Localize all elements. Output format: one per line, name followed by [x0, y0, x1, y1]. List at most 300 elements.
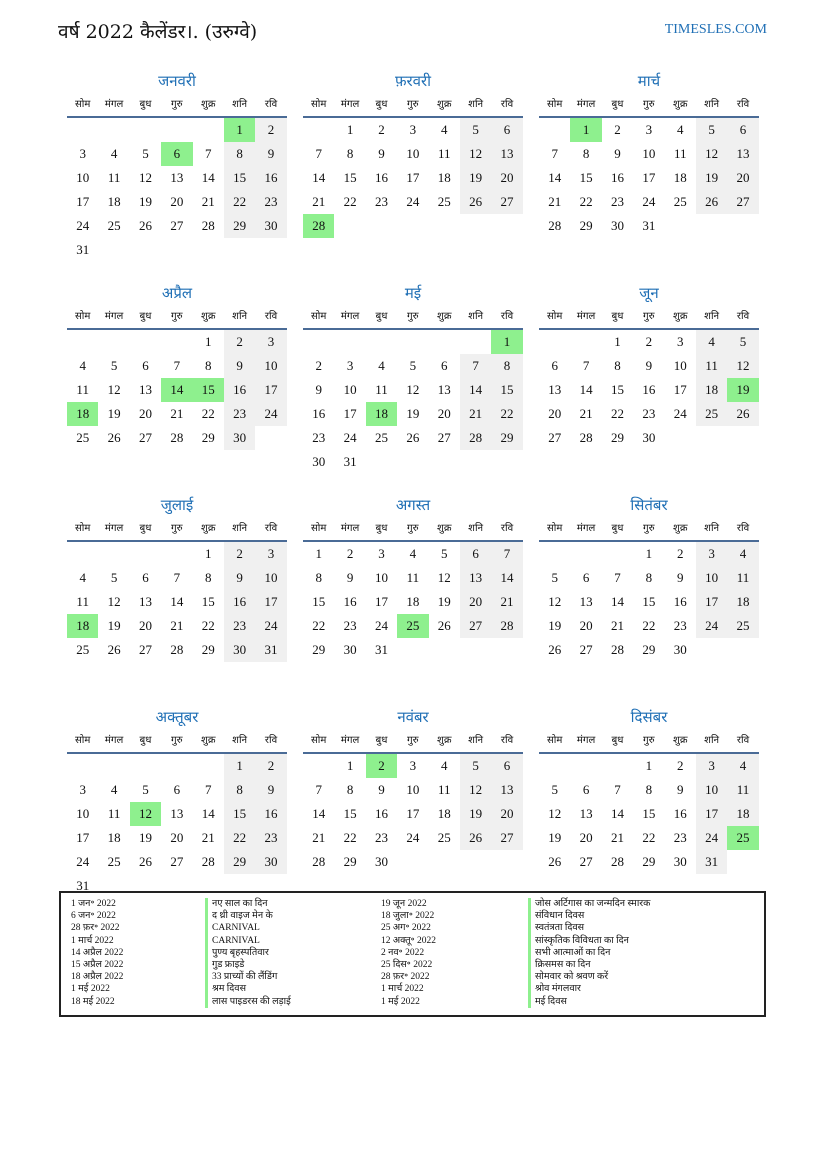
day-cell[interactable]: 23: [374, 194, 388, 209]
day-cell[interactable]: 5: [460, 118, 491, 142]
day-cell[interactable]: 20: [579, 830, 593, 845]
day-cell[interactable]: 16: [312, 406, 326, 421]
day-cell[interactable]: 3: [677, 334, 684, 349]
day-cell[interactable]: 30: [224, 638, 255, 662]
day-cell[interactable]: 27: [170, 218, 184, 233]
day-cell[interactable]: 8: [315, 570, 322, 585]
day-cell[interactable]: 4: [727, 542, 758, 566]
day-cell[interactable]: 11: [107, 170, 121, 185]
day-cell[interactable]: 7: [551, 146, 558, 161]
day-cell[interactable]: 21: [170, 406, 184, 421]
day-cell[interactable]: 11: [696, 354, 727, 378]
day-cell[interactable]: 15: [343, 806, 357, 821]
day-cell[interactable]: 12: [107, 382, 121, 397]
day-cell[interactable]: 2: [677, 546, 684, 561]
day-cell[interactable]: 10: [374, 570, 388, 585]
day-cell[interactable]: 26: [548, 642, 562, 657]
day-cell[interactable]: 29: [224, 214, 255, 238]
day-cell[interactable]: 14: [491, 566, 522, 590]
day-cell[interactable]: 12: [437, 570, 451, 585]
day-cell[interactable]: 16: [255, 802, 286, 826]
day-cell[interactable]: 23: [610, 194, 624, 209]
day-cell[interactable]: 6: [582, 782, 590, 797]
day-cell[interactable]: 30: [610, 218, 624, 233]
day-cell[interactable]: 27: [491, 190, 522, 214]
day-cell[interactable]: 12: [406, 382, 420, 397]
day-cell[interactable]: 29: [201, 642, 215, 657]
day-cell[interactable]: 23: [312, 430, 326, 445]
day-cell[interactable]: 13: [548, 382, 562, 397]
day-cell[interactable]: 2: [224, 330, 255, 354]
day-cell[interactable]: 17: [696, 802, 727, 826]
day-cell[interactable]: 25: [76, 642, 90, 657]
day-cell[interactable]: 24: [255, 614, 286, 638]
day-cell[interactable]: 27: [437, 430, 451, 445]
day-cell[interactable]: 22: [579, 194, 593, 209]
day-cell[interactable]: 25: [374, 430, 388, 445]
day-cell[interactable]: 16: [224, 378, 255, 402]
day-cell[interactable]: 14: [610, 806, 624, 821]
day-cell[interactable]: 29: [642, 642, 656, 657]
day-cell[interactable]: 16: [673, 806, 687, 821]
day-cell[interactable]: 8: [224, 778, 255, 802]
day-cell[interactable]: 26: [138, 218, 152, 233]
day-cell[interactable]: 4: [79, 570, 86, 585]
day-cell[interactable]: 8: [346, 146, 354, 161]
day-cell[interactable]: 27: [491, 826, 522, 850]
day-cell[interactable]: 9: [255, 778, 286, 802]
day-cell[interactable]: 29: [610, 430, 624, 445]
day-cell[interactable]: 29: [312, 642, 326, 657]
day-cell[interactable]: 19: [138, 830, 152, 845]
day-cell[interactable]: 7: [315, 782, 322, 797]
day-cell[interactable]: 8: [582, 146, 590, 161]
day-cell[interactable]: 31: [343, 454, 357, 469]
day-cell[interactable]: 15: [491, 378, 522, 402]
holiday-day-cell[interactable]: 1: [224, 118, 255, 142]
day-cell[interactable]: 4: [696, 330, 727, 354]
day-cell[interactable]: 28: [579, 430, 593, 445]
day-cell[interactable]: 20: [460, 590, 491, 614]
day-cell[interactable]: 7: [205, 782, 212, 797]
day-cell[interactable]: 7: [491, 542, 522, 566]
day-cell[interactable]: 16: [642, 382, 656, 397]
day-cell[interactable]: 13: [491, 142, 522, 166]
day-cell[interactable]: 25: [437, 194, 451, 209]
day-cell[interactable]: 31: [696, 850, 727, 874]
day-cell[interactable]: 26: [548, 854, 562, 869]
day-cell[interactable]: 28: [610, 642, 624, 657]
day-cell[interactable]: 28: [312, 854, 326, 869]
day-cell[interactable]: 18: [437, 170, 451, 185]
day-cell[interactable]: 13: [170, 806, 184, 821]
day-cell[interactable]: 21: [460, 402, 491, 426]
day-cell[interactable]: 3: [696, 754, 727, 778]
day-cell[interactable]: 1: [645, 546, 653, 561]
day-cell[interactable]: 13: [491, 778, 522, 802]
day-cell[interactable]: 30: [224, 426, 255, 450]
day-cell[interactable]: 21: [201, 830, 215, 845]
day-cell[interactable]: 29: [224, 850, 255, 874]
day-cell[interactable]: 25: [107, 854, 121, 869]
day-cell[interactable]: 17: [255, 590, 286, 614]
day-cell[interactable]: 22: [224, 826, 255, 850]
day-cell[interactable]: 17: [76, 194, 90, 209]
day-cell[interactable]: 3: [645, 122, 653, 137]
day-cell[interactable]: 20: [491, 802, 522, 826]
day-cell[interactable]: 10: [406, 146, 420, 161]
day-cell[interactable]: 14: [201, 170, 215, 185]
day-cell[interactable]: 2: [378, 122, 385, 137]
day-cell[interactable]: 24: [696, 826, 727, 850]
day-cell[interactable]: 3: [409, 758, 417, 773]
day-cell[interactable]: 14: [312, 806, 326, 821]
day-cell[interactable]: 21: [312, 830, 326, 845]
day-cell[interactable]: 20: [579, 618, 593, 633]
day-cell[interactable]: 26: [107, 430, 121, 445]
day-cell[interactable]: 20: [491, 166, 522, 190]
day-cell[interactable]: 8: [645, 782, 653, 797]
day-cell[interactable]: 23: [673, 618, 687, 633]
day-cell[interactable]: 19: [460, 802, 491, 826]
day-cell[interactable]: 19: [548, 830, 562, 845]
day-cell[interactable]: 14: [460, 378, 491, 402]
day-cell[interactable]: 8: [645, 570, 653, 585]
day-cell[interactable]: 18: [727, 590, 758, 614]
day-cell[interactable]: 10: [343, 382, 357, 397]
day-cell[interactable]: 28: [610, 854, 624, 869]
day-cell[interactable]: 17: [76, 830, 90, 845]
day-cell[interactable]: 10: [255, 354, 286, 378]
day-cell[interactable]: 12: [548, 806, 562, 821]
day-cell[interactable]: 9: [255, 142, 286, 166]
holiday-day-cell[interactable]: 18: [366, 402, 397, 426]
day-cell[interactable]: 1: [224, 754, 255, 778]
day-cell[interactable]: 2: [645, 334, 653, 349]
day-cell[interactable]: 25: [696, 402, 727, 426]
day-cell[interactable]: 30: [312, 454, 326, 469]
day-cell[interactable]: 26: [138, 854, 152, 869]
day-cell[interactable]: 25: [673, 194, 687, 209]
day-cell[interactable]: 24: [696, 614, 727, 638]
day-cell[interactable]: 29: [491, 426, 522, 450]
day-cell[interactable]: 18: [437, 806, 451, 821]
day-cell[interactable]: 12: [696, 142, 727, 166]
day-cell[interactable]: 1: [346, 758, 354, 773]
day-cell[interactable]: 4: [110, 782, 118, 797]
day-cell[interactable]: 8: [614, 358, 621, 373]
day-cell[interactable]: 4: [378, 358, 385, 373]
day-cell[interactable]: 3: [378, 546, 385, 561]
day-cell[interactable]: 19: [696, 166, 727, 190]
day-cell[interactable]: 17: [374, 594, 388, 609]
day-cell[interactable]: 6: [551, 358, 558, 373]
day-cell[interactable]: 30: [255, 850, 286, 874]
day-cell[interactable]: 10: [673, 358, 687, 373]
day-cell[interactable]: 17: [673, 382, 687, 397]
day-cell[interactable]: 5: [441, 546, 448, 561]
day-cell[interactable]: 9: [315, 382, 322, 397]
day-cell[interactable]: 17: [406, 806, 420, 821]
day-cell[interactable]: 7: [582, 358, 590, 373]
day-cell[interactable]: 8: [205, 570, 212, 585]
day-cell[interactable]: 3: [409, 122, 417, 137]
day-cell[interactable]: 10: [642, 146, 656, 161]
day-cell[interactable]: 30: [343, 642, 357, 657]
day-cell[interactable]: 6: [582, 570, 590, 585]
day-cell[interactable]: 9: [378, 146, 385, 161]
day-cell[interactable]: 21: [201, 194, 215, 209]
day-cell[interactable]: 10: [406, 782, 420, 797]
day-cell[interactable]: 31: [642, 218, 656, 233]
holiday-day-cell[interactable]: 12: [130, 802, 161, 826]
day-cell[interactable]: 21: [579, 406, 593, 421]
day-cell[interactable]: 26: [406, 430, 420, 445]
day-cell[interactable]: 15: [224, 166, 255, 190]
day-cell[interactable]: 11: [375, 382, 388, 397]
day-cell[interactable]: 14: [312, 170, 326, 185]
day-cell[interactable]: 20: [170, 830, 184, 845]
day-cell[interactable]: 8: [205, 358, 212, 373]
day-cell[interactable]: 22: [224, 190, 255, 214]
day-cell[interactable]: 4: [110, 146, 118, 161]
day-cell[interactable]: 5: [110, 358, 118, 373]
day-cell[interactable]: 5: [142, 782, 149, 797]
day-cell[interactable]: 15: [224, 802, 255, 826]
day-cell[interactable]: 12: [460, 142, 491, 166]
day-cell[interactable]: 4: [727, 754, 758, 778]
day-cell[interactable]: 19: [548, 618, 562, 633]
day-cell[interactable]: 24: [76, 854, 90, 869]
holiday-day-cell[interactable]: 2: [366, 754, 397, 778]
day-cell[interactable]: 13: [727, 142, 758, 166]
day-cell[interactable]: 16: [374, 170, 388, 185]
day-cell[interactable]: 18: [696, 378, 727, 402]
day-cell[interactable]: 22: [312, 618, 326, 633]
day-cell[interactable]: 9: [224, 354, 255, 378]
day-cell[interactable]: 5: [142, 146, 149, 161]
day-cell[interactable]: 20: [548, 406, 562, 421]
holiday-day-cell[interactable]: 25: [397, 614, 428, 638]
day-cell[interactable]: 11: [437, 782, 451, 797]
day-cell[interactable]: 27: [170, 854, 184, 869]
day-cell[interactable]: 27: [460, 614, 491, 638]
day-cell[interactable]: 6: [441, 358, 448, 373]
day-cell[interactable]: 15: [642, 594, 656, 609]
day-cell[interactable]: 13: [138, 382, 152, 397]
day-cell[interactable]: 2: [614, 122, 621, 137]
day-cell[interactable]: 11: [76, 594, 89, 609]
day-cell[interactable]: 8: [224, 142, 255, 166]
day-cell[interactable]: 3: [255, 542, 286, 566]
day-cell[interactable]: 25: [727, 614, 758, 638]
day-cell[interactable]: 17: [343, 406, 357, 421]
day-cell[interactable]: 16: [610, 170, 624, 185]
day-cell[interactable]: 27: [548, 430, 562, 445]
day-cell[interactable]: 19: [107, 618, 121, 633]
day-cell[interactable]: 29: [343, 854, 357, 869]
day-cell[interactable]: 19: [406, 406, 420, 421]
day-cell[interactable]: 31: [76, 242, 90, 257]
day-cell[interactable]: 7: [173, 358, 181, 373]
day-cell[interactable]: 5: [696, 118, 727, 142]
day-cell[interactable]: 14: [201, 806, 215, 821]
day-cell[interactable]: 31: [76, 878, 90, 893]
day-cell[interactable]: 23: [255, 826, 286, 850]
day-cell[interactable]: 27: [138, 430, 152, 445]
day-cell[interactable]: 11: [727, 778, 758, 802]
day-cell[interactable]: 22: [642, 830, 656, 845]
day-cell[interactable]: 21: [312, 194, 326, 209]
day-cell[interactable]: 13: [579, 806, 593, 821]
day-cell[interactable]: 23: [673, 830, 687, 845]
day-cell[interactable]: 16: [673, 594, 687, 609]
day-cell[interactable]: 23: [374, 830, 388, 845]
day-cell[interactable]: 28: [491, 614, 522, 638]
day-cell[interactable]: 19: [437, 594, 451, 609]
day-cell[interactable]: 19: [460, 166, 491, 190]
day-cell[interactable]: 14: [548, 170, 562, 185]
day-cell[interactable]: 28: [548, 218, 562, 233]
site-brand-link[interactable]: TIMESLES.COM: [664, 22, 767, 37]
day-cell[interactable]: 15: [343, 170, 357, 185]
holiday-day-cell[interactable]: 15: [193, 378, 224, 402]
day-cell[interactable]: 10: [255, 566, 286, 590]
day-cell[interactable]: 15: [579, 170, 593, 185]
day-cell[interactable]: 3: [346, 358, 354, 373]
day-cell[interactable]: 1: [614, 334, 621, 349]
day-cell[interactable]: 13: [170, 170, 184, 185]
day-cell[interactable]: 1: [205, 334, 212, 349]
day-cell[interactable]: 31: [374, 642, 388, 657]
holiday-day-cell[interactable]: 14: [161, 378, 192, 402]
day-cell[interactable]: 22: [201, 406, 215, 421]
day-cell[interactable]: 29: [642, 854, 656, 869]
day-cell[interactable]: 5: [727, 330, 758, 354]
day-cell[interactable]: 3: [696, 542, 727, 566]
day-cell[interactable]: 3: [79, 146, 86, 161]
day-cell[interactable]: 30: [673, 642, 687, 657]
day-cell[interactable]: 20: [170, 194, 184, 209]
day-cell[interactable]: 11: [673, 146, 687, 161]
day-cell[interactable]: 16: [343, 594, 357, 609]
holiday-day-cell[interactable]: 18: [67, 614, 98, 638]
day-cell[interactable]: 4: [79, 358, 86, 373]
day-cell[interactable]: 29: [201, 430, 215, 445]
day-cell[interactable]: 20: [727, 166, 758, 190]
day-cell[interactable]: 19: [107, 406, 121, 421]
day-cell[interactable]: 12: [107, 594, 121, 609]
day-cell[interactable]: 8: [346, 782, 354, 797]
day-cell[interactable]: 22: [201, 618, 215, 633]
day-cell[interactable]: 2: [255, 118, 286, 142]
day-cell[interactable]: 15: [201, 594, 215, 609]
day-cell[interactable]: 7: [614, 782, 621, 797]
holiday-day-cell[interactable]: 1: [570, 118, 601, 142]
day-cell[interactable]: 11: [76, 382, 89, 397]
day-cell[interactable]: 1: [205, 546, 212, 561]
day-cell[interactable]: 18: [727, 802, 758, 826]
day-cell[interactable]: 21: [170, 618, 184, 633]
day-cell[interactable]: 22: [610, 406, 624, 421]
day-cell[interactable]: 11: [406, 570, 420, 585]
day-cell[interactable]: 23: [255, 190, 286, 214]
day-cell[interactable]: 20: [138, 618, 152, 633]
day-cell[interactable]: 24: [673, 406, 687, 421]
day-cell[interactable]: 31: [255, 638, 286, 662]
day-cell[interactable]: 9: [677, 570, 684, 585]
day-cell[interactable]: 30: [374, 854, 388, 869]
day-cell[interactable]: 9: [645, 358, 653, 373]
day-cell[interactable]: 21: [610, 830, 624, 845]
day-cell[interactable]: 7: [614, 570, 621, 585]
day-cell[interactable]: 9: [677, 782, 684, 797]
day-cell[interactable]: 2: [224, 542, 255, 566]
holiday-day-cell[interactable]: 6: [161, 142, 192, 166]
day-cell[interactable]: 2: [677, 758, 684, 773]
day-cell[interactable]: 21: [548, 194, 562, 209]
day-cell[interactable]: 21: [610, 618, 624, 633]
day-cell[interactable]: 9: [614, 146, 621, 161]
day-cell[interactable]: 26: [107, 642, 121, 657]
day-cell[interactable]: 22: [343, 194, 357, 209]
day-cell[interactable]: 12: [548, 594, 562, 609]
day-cell[interactable]: 27: [727, 190, 758, 214]
day-cell[interactable]: 27: [579, 642, 593, 657]
day-cell[interactable]: 26: [696, 190, 727, 214]
day-cell[interactable]: 6: [491, 118, 522, 142]
day-cell[interactable]: 15: [610, 382, 624, 397]
holiday-day-cell[interactable]: 28: [303, 214, 334, 238]
day-cell[interactable]: 7: [315, 146, 322, 161]
holiday-day-cell[interactable]: 19: [727, 378, 758, 402]
day-cell[interactable]: 24: [406, 194, 420, 209]
day-cell[interactable]: 12: [727, 354, 758, 378]
day-cell[interactable]: 5: [551, 782, 558, 797]
day-cell[interactable]: 5: [551, 570, 558, 585]
day-cell[interactable]: 22: [491, 402, 522, 426]
day-cell[interactable]: 7: [205, 146, 212, 161]
holiday-day-cell[interactable]: 1: [491, 330, 522, 354]
day-cell[interactable]: 18: [673, 170, 687, 185]
day-cell[interactable]: 6: [142, 358, 149, 373]
day-cell[interactable]: 30: [642, 430, 656, 445]
day-cell[interactable]: 8: [491, 354, 522, 378]
day-cell[interactable]: 17: [696, 590, 727, 614]
day-cell[interactable]: 14: [579, 382, 593, 397]
day-cell[interactable]: 4: [409, 546, 417, 561]
day-cell[interactable]: 11: [107, 806, 121, 821]
day-cell[interactable]: 7: [173, 570, 181, 585]
day-cell[interactable]: 28: [170, 430, 184, 445]
day-cell[interactable]: 27: [138, 642, 152, 657]
day-cell[interactable]: 12: [460, 778, 491, 802]
day-cell[interactable]: 20: [138, 406, 152, 421]
day-cell[interactable]: 6: [727, 118, 758, 142]
day-cell[interactable]: 11: [727, 566, 758, 590]
day-cell[interactable]: 13: [138, 594, 152, 609]
day-cell[interactable]: 12: [138, 170, 152, 185]
day-cell[interactable]: 4: [441, 122, 448, 137]
day-cell[interactable]: 2: [255, 754, 286, 778]
day-cell[interactable]: 9: [378, 782, 385, 797]
day-cell[interactable]: 18: [107, 830, 121, 845]
day-cell[interactable]: 24: [76, 218, 90, 233]
day-cell[interactable]: 9: [224, 566, 255, 590]
day-cell[interactable]: 17: [406, 170, 420, 185]
day-cell[interactable]: 3: [255, 330, 286, 354]
day-cell[interactable]: 26: [727, 402, 758, 426]
